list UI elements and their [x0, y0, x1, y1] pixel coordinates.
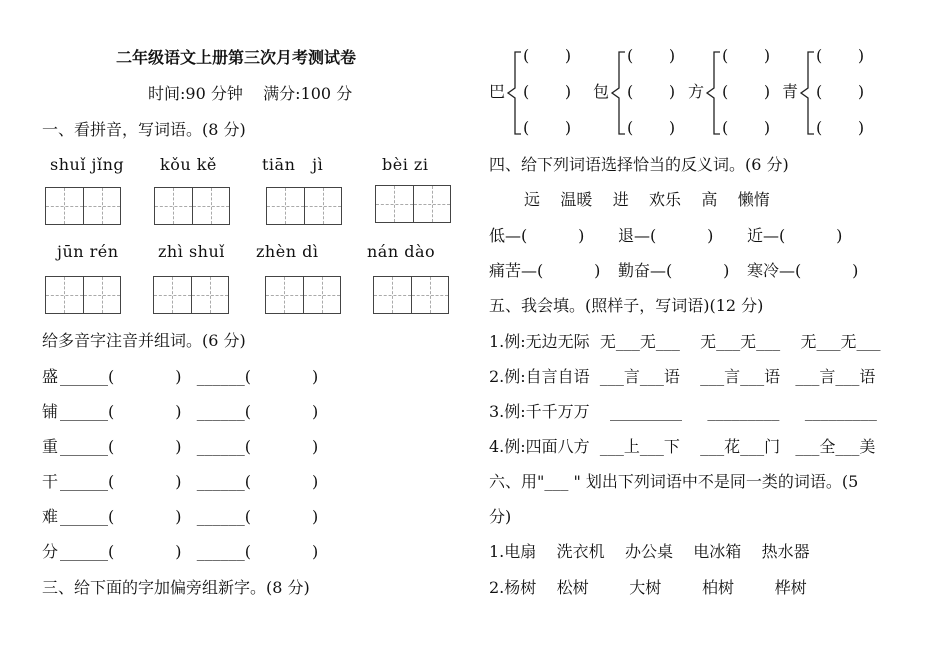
section-2-heading: 给多音字注音并组词。(6 分) — [42, 331, 246, 350]
answer-paren[interactable]: ( ) — [523, 46, 572, 65]
pinyin-prompt: shuǐ jǐng — [50, 155, 125, 174]
radical-char: 包 — [593, 82, 610, 101]
antonym-item[interactable]: 低—( ) — [489, 226, 585, 245]
section-6-heading: 六、用"___ " 划出下列词语中不是同一类的词语。(5 — [489, 472, 859, 491]
antonym-item[interactable]: 退—( ) — [618, 226, 714, 245]
pinyin-prompt: tiān jì — [262, 155, 324, 174]
polyphone-char: 干 — [42, 472, 59, 491]
polyphone-char: 重 — [42, 437, 59, 456]
word-group[interactable]: 2.杨树 松树 大树 柏树 桦树 — [489, 578, 807, 597]
answer-paren[interactable]: ( ) — [816, 46, 865, 65]
polyphone-char: 盛 — [42, 367, 59, 386]
answer-paren[interactable]: ( ) — [816, 118, 865, 137]
answer-blank[interactable]: ______( ) ______( ) — [60, 402, 319, 421]
antonym-item[interactable]: 痛苦—( ) — [489, 261, 601, 280]
brace-icon — [799, 50, 815, 136]
answer-paren[interactable]: ( ) — [722, 82, 771, 101]
antonym-item[interactable]: 寒冷—( ) — [747, 261, 859, 280]
answer-paren[interactable]: ( ) — [722, 46, 771, 65]
answer-blank[interactable]: ______( ) ______( ) — [60, 437, 319, 456]
brace-icon — [705, 50, 721, 136]
brace-icon — [506, 50, 522, 136]
polyphone-char: 难 — [42, 507, 59, 526]
answer-blank[interactable]: ______( ) ______( ) — [60, 367, 319, 386]
pinyin-prompt: nán dào — [367, 242, 436, 261]
section-3-heading: 三、给下面的字加偏旁组新字。(8 分) — [42, 578, 310, 597]
writing-box[interactable] — [153, 276, 229, 314]
writing-box[interactable] — [45, 276, 121, 314]
section-6-heading-cont: 分) — [489, 507, 512, 526]
pinyin-prompt: jūn rén — [57, 242, 119, 261]
brace-icon — [610, 50, 626, 136]
writing-box[interactable] — [373, 276, 449, 314]
fill-line[interactable]: 1.例:无边无际 无___无___ 无___无___ 无___无___ — [489, 332, 881, 351]
writing-box[interactable] — [375, 185, 451, 223]
section-1-heading: 一、看拼音，写词语。(8 分) — [42, 120, 246, 139]
fill-line[interactable]: 2.例:自言自语 ___言___语 ___言___语 ___言___语 — [489, 367, 876, 386]
polyphone-char: 分 — [42, 542, 59, 561]
answer-paren[interactable]: ( ) — [627, 46, 676, 65]
answer-blank[interactable]: ______( ) ______( ) — [60, 472, 319, 491]
word-group[interactable]: 1.电扇 洗衣机 办公桌 电冰箱 热水器 — [489, 542, 810, 561]
exam-meta: 时间:90 分钟 满分:100 分 — [148, 84, 353, 103]
pinyin-prompt: zhì shuǐ — [158, 242, 225, 261]
writing-box[interactable] — [265, 276, 341, 314]
antonym-item[interactable]: 近—( ) — [747, 226, 843, 245]
writing-box[interactable] — [266, 187, 342, 225]
pinyin-prompt: zhèn dì — [256, 242, 319, 261]
radical-char: 青 — [782, 82, 799, 101]
answer-blank[interactable]: ______( ) ______( ) — [60, 542, 319, 561]
radical-char: 巴 — [489, 82, 506, 101]
section-5-heading: 五、我会填。(照样子，写词语)(12 分) — [489, 296, 764, 315]
writing-box[interactable] — [45, 187, 121, 225]
answer-paren[interactable]: ( ) — [627, 118, 676, 137]
answer-blank[interactable]: ______( ) ______( ) — [60, 507, 319, 526]
answer-paren[interactable]: ( ) — [722, 118, 771, 137]
pinyin-prompt: bèi zi — [382, 155, 429, 174]
word-bank: 远 温暖 进 欢乐 高 懒惰 — [524, 190, 770, 209]
answer-paren[interactable]: ( ) — [523, 118, 572, 137]
answer-paren[interactable]: ( ) — [816, 82, 865, 101]
antonym-item[interactable]: 勤奋—( ) — [618, 261, 730, 280]
fill-line[interactable]: 3.例:千千万万 _________ _________ _________ — [489, 402, 877, 421]
fill-line[interactable]: 4.例:四面八方 ___上___下 ___花___门 ___全___美 — [489, 437, 876, 456]
radical-char: 方 — [688, 82, 705, 101]
pinyin-prompt: kǒu kě — [160, 155, 217, 174]
polyphone-char: 铺 — [42, 402, 59, 421]
page-title: 二年级语文上册第三次月考测试卷 — [116, 48, 357, 67]
writing-box[interactable] — [154, 187, 230, 225]
answer-paren[interactable]: ( ) — [523, 82, 572, 101]
answer-paren[interactable]: ( ) — [627, 82, 676, 101]
section-4-heading: 四、给下列词语选择恰当的反义词。(6 分) — [489, 155, 789, 174]
